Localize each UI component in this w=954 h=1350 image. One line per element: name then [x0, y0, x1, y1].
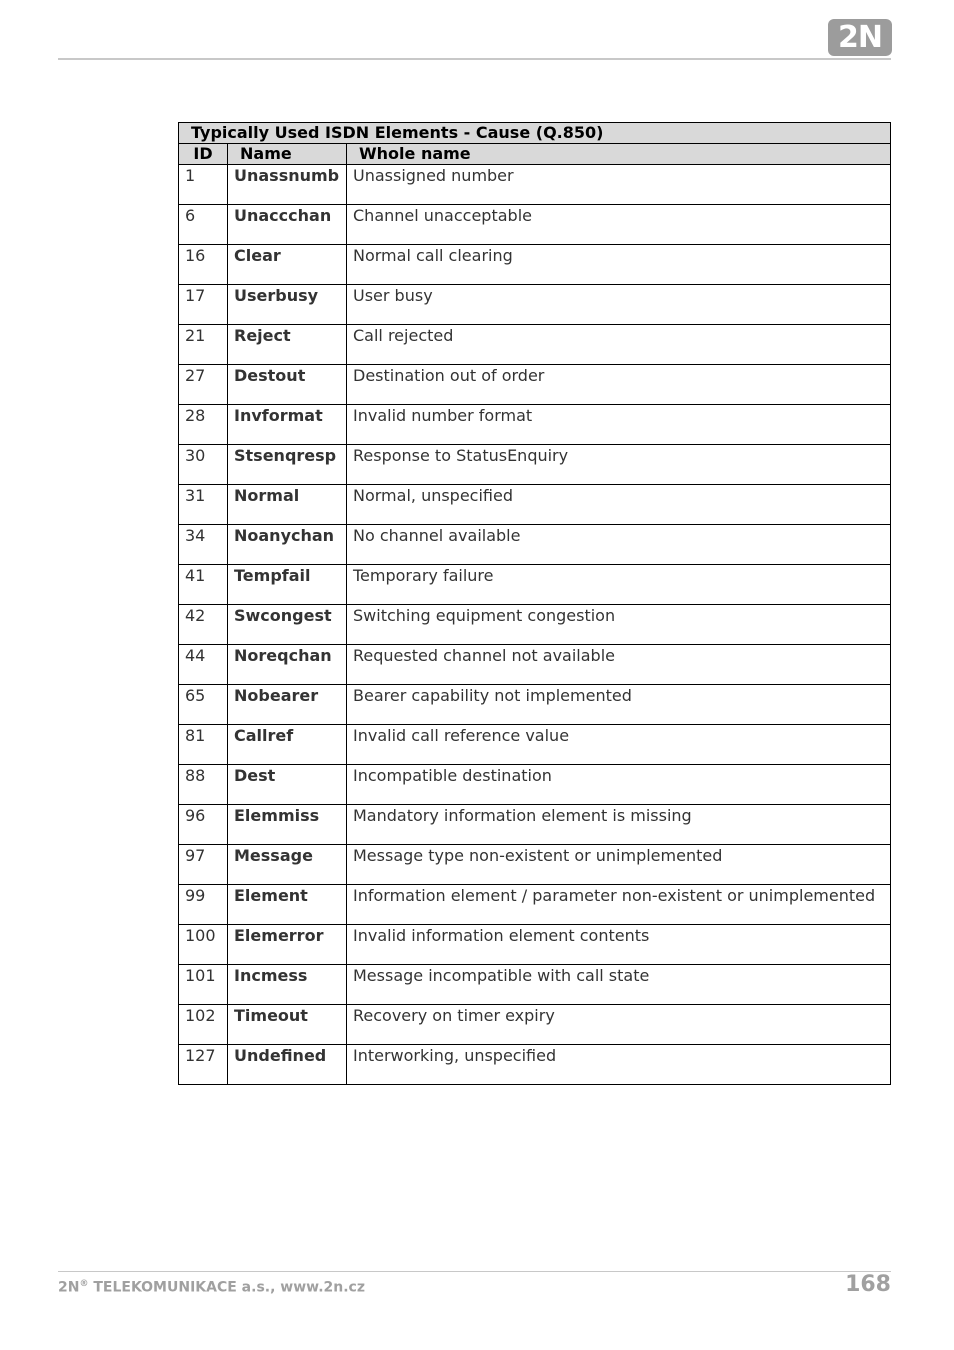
- cell-whole-name: Normal, unspecified: [347, 485, 891, 525]
- cell-id: 100: [179, 925, 228, 965]
- cell-id: 21: [179, 325, 228, 365]
- table-row: [179, 805, 891, 845]
- table-row: [179, 205, 891, 245]
- cell-name: Timeout: [228, 1005, 347, 1045]
- cell-name: Clear: [228, 245, 347, 285]
- table-title: Typically Used ISDN Elements - Cause (Q.850): [179, 123, 891, 144]
- column-header-id: ID: [179, 144, 228, 165]
- column-header-name: Name: [228, 144, 347, 165]
- cell-id: 97: [179, 845, 228, 885]
- cell-whole-name: Destination out of order: [347, 365, 891, 405]
- cell-id: 27: [179, 365, 228, 405]
- cell-name: Destout: [228, 365, 347, 405]
- footer-divider: [58, 1271, 891, 1272]
- table-row: [179, 965, 891, 1005]
- cell-name: Element: [228, 885, 347, 925]
- table-row: [179, 285, 891, 325]
- cell-name: Callref: [228, 725, 347, 765]
- table-row: [179, 885, 891, 925]
- cell-whole-name: Invalid information element contents: [347, 925, 891, 965]
- cell-whole-name: Mandatory information element is missing: [347, 805, 891, 845]
- cell-whole-name: Requested channel not available: [347, 645, 891, 685]
- cell-id: 28: [179, 405, 228, 445]
- column-header-whole-name: Whole name: [347, 144, 891, 165]
- cell-whole-name: User busy: [347, 285, 891, 325]
- cell-name: Reject: [228, 325, 347, 365]
- cell-whole-name: Response to StatusEnquiry: [347, 445, 891, 485]
- cell-name: Userbusy: [228, 285, 347, 325]
- cell-id: 44: [179, 645, 228, 685]
- cell-name: Unaccchan: [228, 205, 347, 245]
- cell-whole-name: Normal call clearing: [347, 245, 891, 285]
- table-row: [179, 325, 891, 365]
- cell-whole-name: Information element / parameter non-existent or unimplemented: [347, 885, 891, 925]
- cell-name: Elemmiss: [228, 805, 347, 845]
- footer-company-text: TELEKOMUNIKACE a.s., www.2n.cz: [88, 1279, 365, 1296]
- cell-whole-name: Call rejected: [347, 325, 891, 365]
- cell-whole-name: Invalid call reference value: [347, 725, 891, 765]
- table-row: [179, 725, 891, 765]
- table-row: [179, 1045, 891, 1085]
- table-row: [179, 245, 891, 285]
- cell-name: Noanychan: [228, 525, 347, 565]
- brand-logo: 2N: [828, 19, 892, 56]
- cell-whole-name: Invalid number format: [347, 405, 891, 445]
- cell-whole-name: Interworking, unspecified: [347, 1045, 891, 1085]
- cell-whole-name: Message incompatible with call state: [347, 965, 891, 1005]
- cell-id: 16: [179, 245, 228, 285]
- cell-id: 30: [179, 445, 228, 485]
- cell-name: Nobearer: [228, 685, 347, 725]
- cell-name: Swcongest: [228, 605, 347, 645]
- cell-name: Unassnumb: [228, 165, 347, 205]
- table-row: [179, 365, 891, 405]
- table-row: [179, 485, 891, 525]
- footer-company: [58, 1279, 365, 1296]
- cell-id: 42: [179, 605, 228, 645]
- table-row: [179, 565, 891, 605]
- table-row: [179, 405, 891, 445]
- cell-whole-name: Channel unacceptable: [347, 205, 891, 245]
- table-body: [179, 165, 891, 1085]
- registered-mark: ®: [79, 1279, 89, 1289]
- cell-id: 41: [179, 565, 228, 605]
- cell-whole-name: No channel available: [347, 525, 891, 565]
- cell-whole-name: Unassigned number: [347, 165, 891, 205]
- cell-id: 127: [179, 1045, 228, 1085]
- cell-id: 1: [179, 165, 228, 205]
- cell-name: Undefined: [228, 1045, 347, 1085]
- cell-name: Tempfail: [228, 565, 347, 605]
- cell-id: 101: [179, 965, 228, 1005]
- cell-id: 88: [179, 765, 228, 805]
- cell-id: 99: [179, 885, 228, 925]
- cell-whole-name: Bearer capability not implemented: [347, 685, 891, 725]
- cell-id: 34: [179, 525, 228, 565]
- cell-whole-name: Switching equipment congestion: [347, 605, 891, 645]
- table-row: [179, 645, 891, 685]
- cell-whole-name: Message type non-existent or unimplemented: [347, 845, 891, 885]
- page-number: 168: [845, 1272, 891, 1297]
- cell-name: Dest: [228, 765, 347, 805]
- table-row: [179, 845, 891, 885]
- footer-brand: 2N: [58, 1279, 80, 1296]
- cell-name: Normal: [228, 485, 347, 525]
- cell-whole-name: Recovery on timer expiry: [347, 1005, 891, 1045]
- cell-name: Message: [228, 845, 347, 885]
- cell-id: 96: [179, 805, 228, 845]
- table-row: [179, 525, 891, 565]
- cell-id: 6: [179, 205, 228, 245]
- cell-id: 65: [179, 685, 228, 725]
- cell-id: 31: [179, 485, 228, 525]
- table-row: [179, 445, 891, 485]
- header-divider: [58, 58, 891, 60]
- cell-name: Noreqchan: [228, 645, 347, 685]
- table-row: [179, 1005, 891, 1045]
- cell-name: Invformat: [228, 405, 347, 445]
- cell-name: Incmess: [228, 965, 347, 1005]
- cell-whole-name: Temporary failure: [347, 565, 891, 605]
- table-row: [179, 165, 891, 205]
- cell-id: 81: [179, 725, 228, 765]
- cell-name: Elemerror: [228, 925, 347, 965]
- cell-name: Stsenqresp: [228, 445, 347, 485]
- table-row: [179, 765, 891, 805]
- cell-id: 17: [179, 285, 228, 325]
- table-row: [179, 685, 891, 725]
- table-row: [179, 925, 891, 965]
- cell-id: 102: [179, 1005, 228, 1045]
- table-row: [179, 605, 891, 645]
- cell-whole-name: Incompatible destination: [347, 765, 891, 805]
- isdn-cause-table: [178, 122, 891, 1085]
